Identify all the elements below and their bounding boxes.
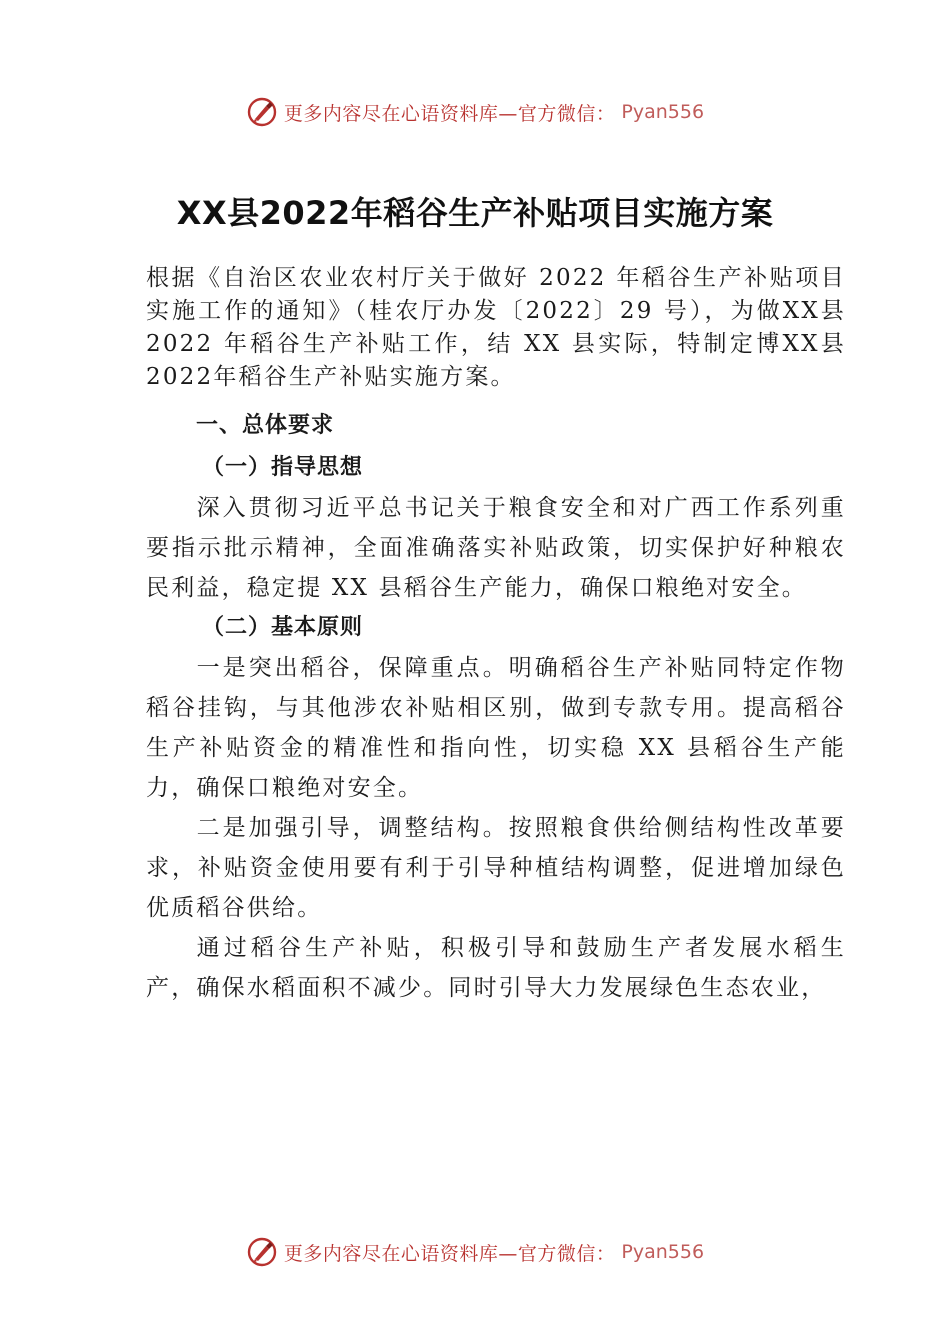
document-body <box>146 262 846 1008</box>
fountain-pen-circle-icon <box>246 96 278 128</box>
watermark-handle: Pyan556 <box>621 101 705 123</box>
fountain-pen-circle-icon <box>246 1236 278 1268</box>
footer-watermark <box>0 1232 950 1272</box>
watermark-handle: Pyan556 <box>621 1241 705 1263</box>
principle-paragraph-3: 通过稻谷生产补贴，积极引导和鼓励生产者发展水稻生产，确保水稻面积不减少。同时引导大力发展绿色生态农业， <box>146 935 846 1001</box>
document-title: XX县2022年稻谷生产补贴项目实施方案 <box>176 194 774 232</box>
watermark-text: 更多内容尽在心语资料库—官方微信： <box>283 1242 616 1265</box>
intro-paragraph: 根据《自治区农业农村厅关于做好 2022 年稻谷生产补贴项目实施工作的通知》（桂农厅办发〔2022〕29 号），为做XX县2022 年稻谷生产补贴工作，结 XX 县实际，特制定博XX县 2022年稻谷生产补贴实施方案。 <box>146 265 846 390</box>
subsection-heading-guiding-ideology: （一）指导思想 <box>202 455 364 480</box>
principle-paragraph-2: 二是加强引导，调整结构。按照粮食供给侧结构性改革要求，补贴资金使用要有利于引导种植结构调整，促进增加绿色优质稻谷供给。 <box>146 815 846 921</box>
principle-paragraph-1: 一是突出稻谷，保障重点。明确稻谷生产补贴同特定作物稻谷挂钩，与其他涉农补贴相区别，做到专款专用。提高稻谷生产补贴资金的精准性和指向性，切实稳 XX 县稻谷生产能力，确保口粮绝对安全。 <box>146 655 846 801</box>
subsection-heading-basic-principles: （二）基本原则 <box>202 615 364 640</box>
section-heading-overall-requirements: 一、总体要求 <box>196 413 335 438</box>
watermark-text: 更多内容尽在心语资料库—官方微信： <box>283 102 616 125</box>
header-watermark <box>0 92 950 132</box>
guiding-ideology-paragraph: 深入贯彻习近平总书记关于粮食安全和对广西工作系列重要指示批示精神，全面准确落实补贴政策，切实保护好种粮农民利益，稳定提 XX 县稻谷生产能力，确保口粮绝对安全。 <box>146 495 846 601</box>
